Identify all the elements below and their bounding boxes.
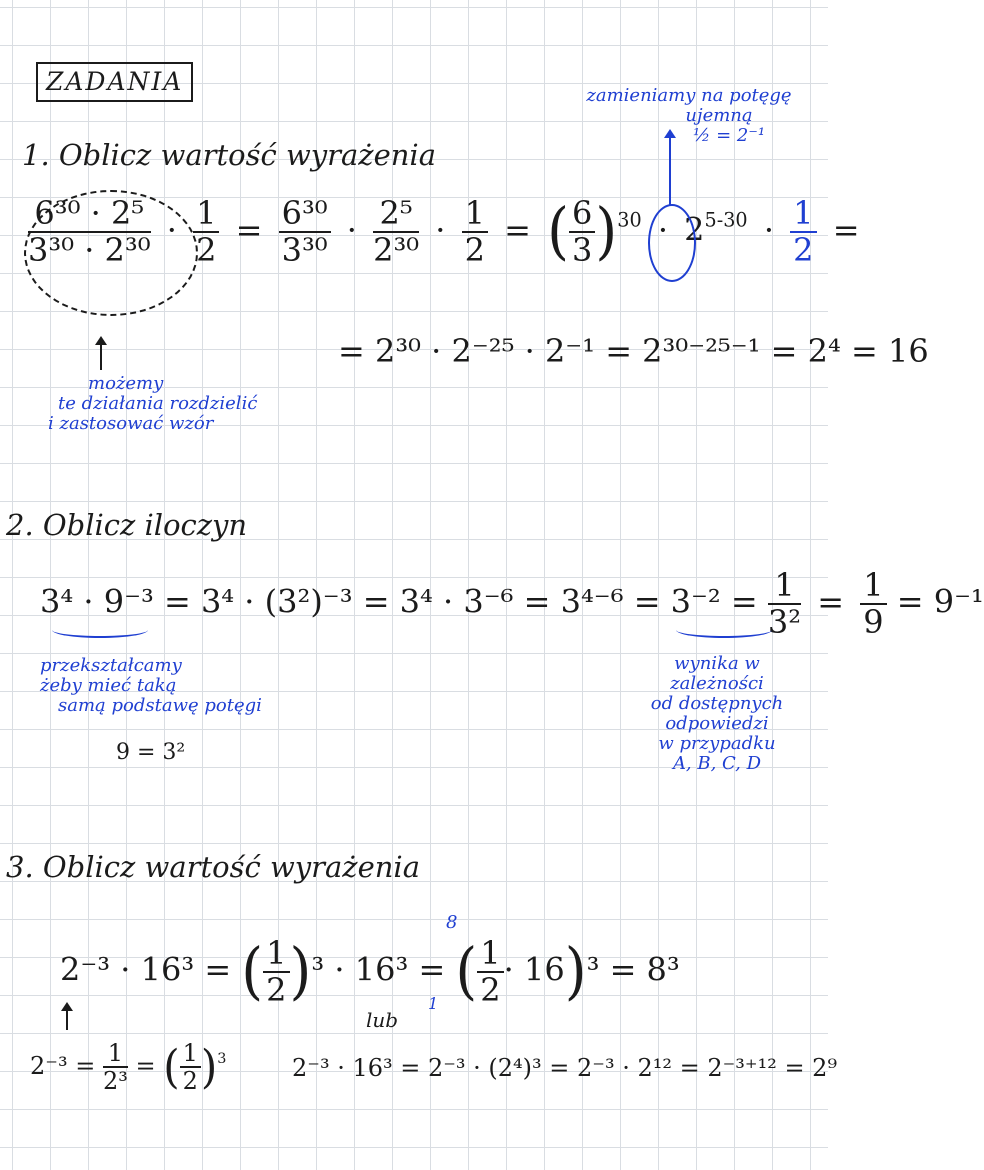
task1-step-a-num: 6³⁰ xyxy=(279,196,331,233)
task2-note-left xyxy=(40,656,262,716)
task3-equation: 2⁻³ · 16³ = ( $\frac{1}{2}$ )³ · 16³ = ( $\frac{1}{2}$ · 16)³ = 8³ xyxy=(60,934,680,1010)
task1-step-b-num: 2⁵ xyxy=(373,196,419,233)
task1-half-1-den: 2 xyxy=(196,231,217,270)
task2-note-right xyxy=(632,654,802,774)
task3-left-note: 2⁻³ = $\frac{1}{\text{2³}}$ = ( $\frac{1}{2}$ )$^3$ xyxy=(30,1039,227,1096)
task2-frac1-den: 3² xyxy=(767,603,802,642)
task3-lhs: 2⁻³ · 16³ = xyxy=(60,950,232,989)
task3-right-equation: 2⁻³ · 16³ = 2⁻³ · (2⁴)³ = 2⁻³ · 2¹² = 2⁻³⁺¹² = 2⁹ xyxy=(292,1054,838,1082)
task2-note-left-line3: samą podstawę potęgi xyxy=(58,695,262,716)
task2-equation-tail: = 9⁻¹ xyxy=(896,582,984,621)
task3-left-half-den: 2 xyxy=(182,1067,198,1096)
task1-note-right-line1: zamieniamy na potęgę xyxy=(586,85,792,106)
task1-note-left-line1: możemy xyxy=(88,373,164,394)
task2-brace-left xyxy=(52,622,148,638)
task2-equation: 3⁴ · 9⁻³ = 3⁴ · (3²)⁻³ = 3⁴ · 3⁻⁶ = 3⁴⁻⁶ = 3⁻² = $\frac{1}{\text{3²}}$ = $\frac{1}{9}$ = 9⁻¹ xyxy=(40,566,984,642)
task1-dotted-circle xyxy=(24,190,198,316)
task2-note-right-line1: wynika w xyxy=(674,653,760,674)
task3-left-frac-den: 2³ xyxy=(102,1067,128,1096)
task2-note-right-line5: w przypadku xyxy=(658,733,776,754)
task1-note-right-line2: ujemną xyxy=(685,105,753,126)
task2-note-right-line6: A, B, C, D xyxy=(672,753,762,774)
task3-half-b-den: 2 xyxy=(480,971,501,1010)
task1-half-2 xyxy=(462,196,488,268)
task1-note-right-line3: ½ = 2⁻¹ xyxy=(692,125,766,146)
task3-label-1: 1 xyxy=(428,994,439,1013)
task3-left-eq2: = xyxy=(135,1051,156,1080)
task2-frac2-num: 1 xyxy=(860,568,886,605)
task3-left-frac-num: 1 xyxy=(103,1040,128,1068)
task3-half-a-num: 1 xyxy=(263,936,289,973)
task3-label-8: 8 xyxy=(446,912,458,933)
task1-blue-circle xyxy=(648,204,696,282)
task1-note-left xyxy=(48,374,257,434)
task1-six-thirds xyxy=(569,196,595,268)
task1-main-den: 3³⁰ · 2³⁰ xyxy=(28,231,151,270)
task3-left-frac xyxy=(103,1040,128,1095)
task3-left-lhs: 2⁻³ = xyxy=(30,1051,96,1080)
task1-exp30: 30 xyxy=(617,208,642,232)
task1-step-a-den: 3³⁰ xyxy=(281,231,328,270)
task1-note-left-line3: i zastosować wzór xyxy=(48,413,214,434)
task2-frac2 xyxy=(860,568,886,640)
task3-inner: · 16 xyxy=(503,950,565,989)
task3-left-pow: 3 xyxy=(217,1051,227,1068)
task2-note-right-line3: od dostępnych xyxy=(650,693,784,714)
task1-half-blue-num: 1 xyxy=(790,196,816,233)
task3-left-half xyxy=(180,1040,201,1095)
task1-half-1-num: 1 xyxy=(193,196,219,233)
task2-note-left-line1: przekształcamy xyxy=(40,655,182,676)
task1-note-right xyxy=(574,86,804,146)
task3-arrow-left xyxy=(66,1008,68,1030)
task1-half-blue-den: 2 xyxy=(793,231,814,270)
task3-tail: ³ = 8³ xyxy=(586,950,680,989)
task2-header: 2. Oblicz iloczyn xyxy=(6,508,248,542)
task3-half-power: ³ · 16³ = xyxy=(311,950,446,989)
task3-half-a xyxy=(263,936,289,1008)
task1-half-2-den: 2 xyxy=(464,231,485,270)
task2-note-right-line4: odpowiedzi xyxy=(665,713,769,734)
task3-left-half-num: 1 xyxy=(180,1040,201,1068)
task2-frac1-num: 1 xyxy=(768,568,801,605)
task1-step-a xyxy=(279,196,331,268)
task1-main-num: 6³⁰ · 2⁵ xyxy=(28,196,151,233)
task1-arrow-left xyxy=(100,342,102,370)
task3-half-a-den: 2 xyxy=(266,971,287,1010)
task1-note-left-line2: te działania rozdzielić xyxy=(58,393,258,414)
page-title: ZADANIA xyxy=(36,62,193,102)
task2-frac2-den: 9 xyxy=(863,603,884,642)
task2-frac1 xyxy=(768,568,801,640)
task1-header: 1. Oblicz wartość wyrażenia xyxy=(22,138,436,172)
task2-equation-main: 3⁴ · 9⁻³ = 3⁴ · (3²)⁻³ = 3⁴ · 3⁻⁶ = 3⁴⁻⁶ = 3⁻² = xyxy=(40,582,758,621)
task3-lub: lub xyxy=(366,1008,399,1032)
task2-note-9-eq: 9 = 3² xyxy=(116,740,186,765)
task1-exp-5-30: 5-30 xyxy=(704,208,748,232)
task1-arrow-right xyxy=(669,135,671,205)
task2-note-left-line2: żeby mieć taką xyxy=(40,675,177,696)
task1-equation-line2: = 2³⁰ · 2⁻²⁵ · 2⁻¹ = 2³⁰⁻²⁵⁻¹ = 2⁴ = 16 xyxy=(338,332,929,370)
task1-step-b xyxy=(373,196,419,268)
task3-half-b-num: 1 xyxy=(477,936,503,973)
task3-header: 3. Oblicz wartość wyrażenia xyxy=(6,850,420,884)
task3-half-b xyxy=(477,936,503,1008)
task2-note-right-line2: zależności xyxy=(670,673,764,694)
task1-half-blue xyxy=(790,196,816,268)
task1-six: 6 xyxy=(569,196,595,233)
task1-step-b-den: 2³⁰ xyxy=(373,231,420,270)
task1-three: 3 xyxy=(572,231,593,270)
task2-brace-right xyxy=(676,622,772,638)
task1-half-2-num: 1 xyxy=(462,196,488,233)
task1-equation-line1: $\frac{\text{6³⁰ · 2⁵}}{\text{3³⁰ · 2³⁰}}$ · $\frac{1}{2}$ = $\frac{\text{6³⁰}}{\text{3³⁰}}$ · $\frac{\text{2⁵}}{\text{2³⁰}}$ · $\frac{1}{2}$ = ( $\frac{6}{3}$ )$^{30}$ · 2$^{5-30}$ · $\frac{1}{2}$ = xyxy=(28,194,860,270)
